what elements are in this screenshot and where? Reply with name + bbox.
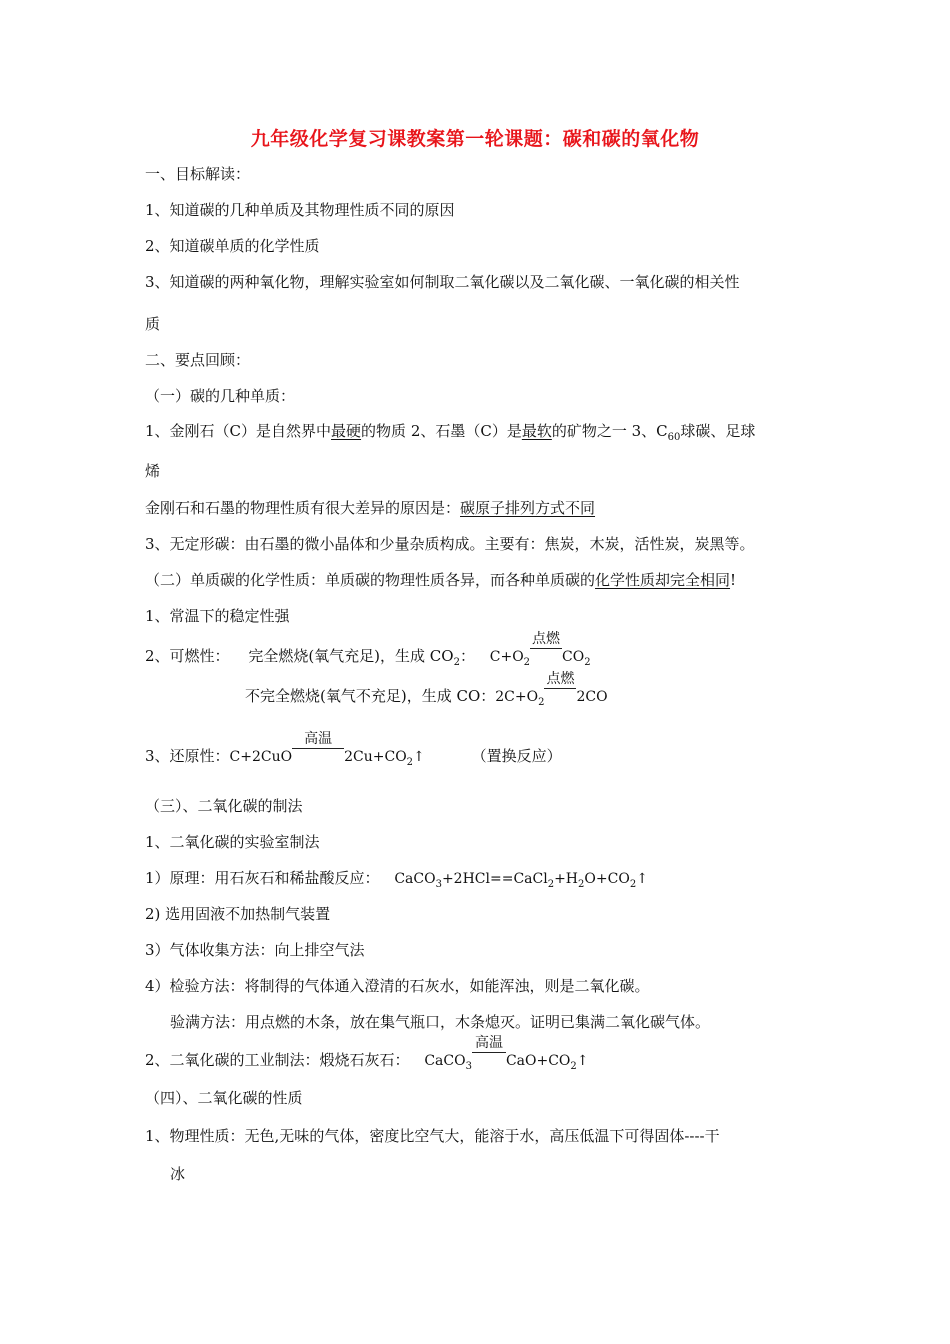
part-1-heading: （一）碳的几种单质：	[145, 387, 296, 405]
equation-incomplete-combustion	[495, 671, 608, 708]
stability-line: 1、常温下的稳定性强	[145, 607, 290, 625]
underlined-chemical-property: 化学性质却完全相同	[595, 571, 731, 589]
part-2-heading	[145, 570, 736, 590]
equation-complete-combustion	[489, 631, 591, 668]
industrial-preparation-line	[145, 1035, 589, 1073]
full-check-method-line: 验满方法：用点燃的木条，放在集气瓶口，木条熄灭。证明已集满二氧化碳气体。	[170, 1013, 711, 1031]
text-span: 3、还原性：	[145, 747, 230, 765]
formula-text: CaO+CO	[505, 1053, 571, 1069]
text-span: 金刚石和石墨的物理性质有很大差异的原因是：	[145, 499, 461, 517]
equation-reduction	[229, 731, 425, 768]
underlined-hardest: 最硬	[331, 422, 362, 440]
equation-lab-preparation	[394, 871, 648, 890]
carbon-allotropes-line	[145, 421, 755, 444]
condition-label: 点燃	[532, 631, 561, 647]
formula-text: +H	[554, 871, 579, 887]
subscript: 2	[523, 657, 531, 668]
section-1-heading: 一、目标解读：	[145, 165, 251, 183]
text-span: 完全燃烧(氧气充足)，生成 CO	[248, 647, 454, 665]
text-span: !	[730, 571, 737, 589]
text-span: 的物质 2、石墨（C）是	[361, 422, 522, 440]
text-span: 1、金刚石（C）是自然界中	[145, 422, 332, 440]
condition-label: 高温	[292, 731, 344, 749]
formula-text: 2CO	[576, 689, 608, 705]
underlined-reason: 碳原子排列方式不同	[460, 499, 596, 517]
underlined-softest: 最软	[521, 422, 552, 440]
text-span: 球碳、足球	[680, 422, 756, 440]
subscript: 2	[570, 1061, 577, 1072]
subscript: 2	[547, 879, 555, 890]
formula-text: CO	[562, 649, 585, 665]
formula-text: +2HCl==CaCl	[441, 871, 548, 887]
arrow: ↑	[413, 749, 425, 765]
subscript: 2	[538, 697, 545, 708]
carbon-allotropes-continued: 烯	[145, 462, 161, 480]
formula-text: CaCO	[394, 871, 436, 887]
reaction-type-note: （置换反应）	[471, 747, 562, 765]
text-span: 2、二氧化碳的工业制法：煅烧石灰石：	[145, 1051, 410, 1069]
text-span: 不完全燃烧(氧气不充足)，生成 CO：	[245, 687, 496, 705]
equation-industrial-preparation	[424, 1035, 589, 1072]
subscript: 3	[435, 879, 442, 890]
formula-text: CaCO	[424, 1053, 466, 1069]
combustion-complete-line	[145, 631, 591, 669]
subscript: 2	[578, 879, 585, 890]
text-span: 的矿物之一 3、C	[551, 422, 668, 440]
reaction-condition	[530, 631, 562, 667]
formula-text: C+2CuO	[229, 749, 293, 765]
reducibility-line	[145, 731, 562, 769]
text-span: ：	[459, 647, 475, 665]
part-4-heading: （四）、二氧化碳的性质	[145, 1089, 303, 1107]
apparatus-line: 2) 选用固液不加热制气装置	[145, 905, 331, 923]
reaction-condition	[544, 671, 576, 707]
text-span: （二）单质碳的化学性质：单质碳的物理性质各异，而各种单质碳的	[145, 571, 596, 589]
goal-3: 3、知道碳的两种氧化物，理解实验室如何制取二氧化碳以及二氧化碳、一氧化碳的相关性	[145, 273, 740, 291]
reaction-condition	[292, 731, 344, 767]
difference-reason-line	[145, 498, 595, 518]
arrow: ↑	[576, 1053, 589, 1069]
combustion-incomplete-line	[245, 671, 608, 709]
goal-1: 1、知道碳的几种单质及其物理性质不同的原因	[145, 201, 455, 219]
goal-2: 2、知道碳单质的化学性质	[145, 237, 320, 255]
subscript: 2	[584, 657, 591, 668]
text-span: 2、可燃性：	[145, 647, 230, 665]
condition-label: 高温	[472, 1035, 506, 1053]
test-method-line: 4）检验方法：将制得的气体通入澄清的石灰水，如能浑浊，则是二氧化碳。	[145, 977, 650, 995]
principle-line	[145, 868, 648, 891]
goal-3-continued: 质	[145, 315, 161, 333]
arrow: ↑	[636, 871, 648, 887]
physical-properties-line: 1、物理性质：无色,无味的气体，密度比空气大，能溶于水，高压低温下可得固体----干	[145, 1127, 720, 1145]
text-span: 1）原理：用石灰石和稀盐酸反应：	[145, 869, 380, 887]
formula-text: 2Cu+CO	[344, 749, 407, 765]
subscript: 2	[629, 879, 637, 890]
formula-text: C+O	[489, 649, 524, 665]
subscript: 2	[453, 657, 460, 668]
amorphous-carbon-line: 3、无定形碳：由石墨的微小晶体和少量杂质构成。主要有：焦炭，木炭，活性炭，炭黑等。	[145, 535, 755, 553]
page-title: 九年级化学复习课教案第一轮课题：碳和碳的氧化物	[250, 128, 700, 150]
formula-text: 2C+O	[495, 689, 539, 705]
condition-label: 点燃	[546, 671, 575, 687]
part-3-heading: （三）、二氧化碳的制法	[145, 797, 303, 815]
physical-properties-continued: 冰	[170, 1165, 186, 1183]
lab-preparation-heading: 1、二氧化碳的实验室制法	[145, 833, 320, 851]
subscript: 60	[667, 432, 681, 443]
subscript: 2	[406, 757, 414, 768]
reaction-condition	[472, 1035, 506, 1071]
collection-method-line: 3）气体收集方法：向上排空气法	[145, 941, 365, 959]
formula-text: O+CO	[584, 871, 630, 887]
section-2-heading: 二、要点回顾：	[145, 351, 251, 369]
subscript: 3	[465, 1061, 472, 1072]
